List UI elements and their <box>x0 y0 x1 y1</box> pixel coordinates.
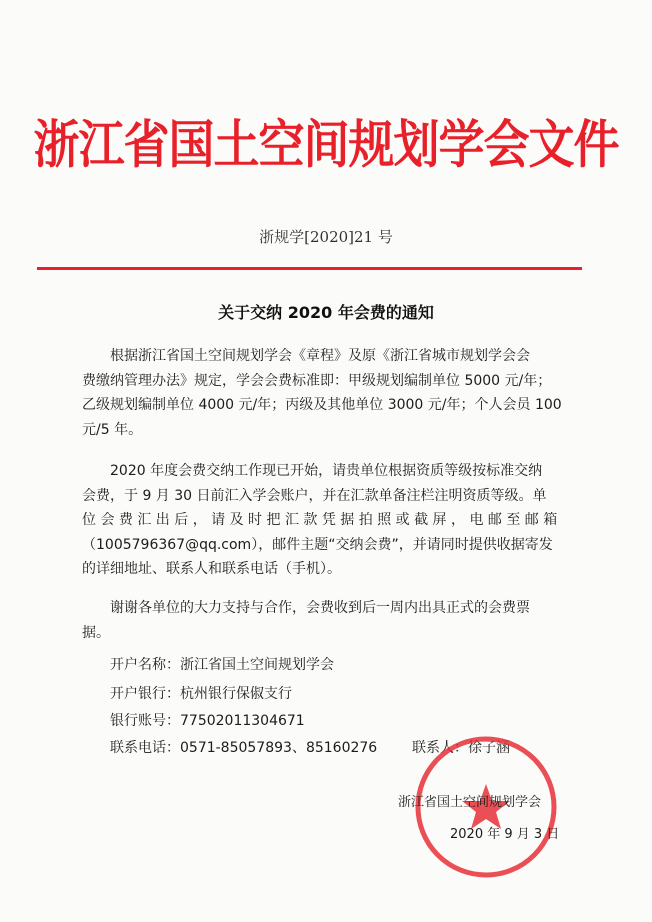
signature-organization: 浙江省国土空间规划学会 <box>398 795 542 810</box>
paragraph-thanks <box>82 596 582 645</box>
signature-date: 2020 年 9 月 3 日 <box>450 827 560 842</box>
paragraph-line: 费缴纳管理办法》规定，学会会费标准即：甲级规划编制单位 5000 元/年； <box>82 372 552 389</box>
paragraph-line: 根据浙江省国土空间规划学会《章程》及原《浙江省城市规划学会会 <box>110 348 530 364</box>
document-number: 浙规学[2020]21 号 <box>259 228 393 246</box>
paragraph-line: （1005796367@qq.com），邮件主题“交纳会费”，并请同时提供收据寄发 <box>82 536 553 553</box>
paragraph-line: 元/5 年。 <box>82 421 143 438</box>
contact-phone: 联系电话：0571-85057893、85160276 <box>110 740 378 756</box>
paragraph-line: 会费，于 9 月 30 日前汇入学会账户，并在汇款单备注栏注明资质等级。单 <box>82 487 547 504</box>
header-divider <box>37 267 582 270</box>
paragraph-line: 的详细地址、联系人和联系电话（手机）。 <box>82 561 341 577</box>
paragraph-line: 2020 年度会费交纳工作现已开始，请贵单位根据资质等级按标准交纳 <box>110 463 543 479</box>
paragraph-payment-instructions <box>82 459 582 582</box>
notice-title: 关于交纳 2020 年会费的通知 <box>218 303 434 322</box>
paragraph-fee-standard <box>82 344 582 442</box>
account-bank: 开户银行：杭州银行保俶支行 <box>110 686 292 702</box>
paragraph-line: 位 会 费 汇 出 后 ， 请 及 时 把 汇 款 凭 据 拍 照 或 截 屏 ， 电 邮 至 邮 箱 <box>82 512 558 528</box>
paragraph-line: 乙级规划编制单位 4000 元/年；丙级及其他单位 3000 元/年；个人会员 100 <box>82 397 562 413</box>
account-name: 开户名称：浙江省国土空间规划学会 <box>110 657 334 673</box>
contact-person: 联系人：徐子涵 <box>412 740 510 756</box>
org-header-title: 浙江省国土空间规划学会文件 <box>33 114 619 175</box>
account-number: 银行账号：77502011304671 <box>110 713 305 729</box>
paragraph-line: 据。 <box>82 624 110 641</box>
paragraph-line: 谢谢各单位的大力支持与合作，会费收到后一周内出具正式的会费票 <box>110 600 530 616</box>
